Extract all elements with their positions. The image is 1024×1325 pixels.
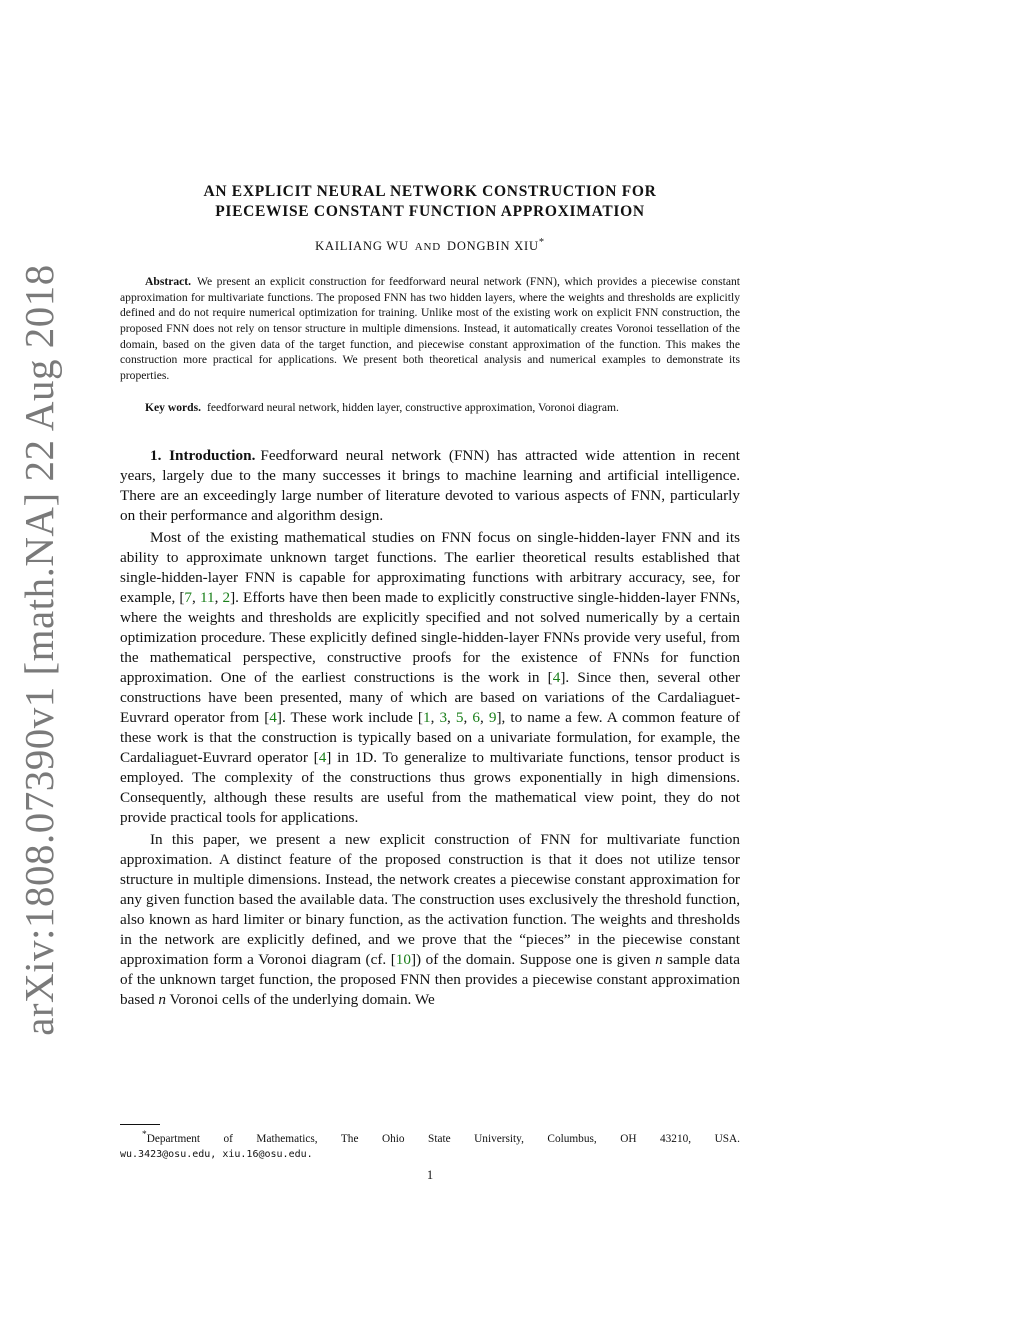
paragraph-text: ] in 1D. To generalize to multivariate functions, tensor product is employed. The complexity of the constructions thus grows exponentially in high dimensions. Consequently, although these results are useful from the mathematical view point, they do not provide practical tools for applications. [120, 748, 740, 826]
title-line-2: PIECEWISE CONSTANT FUNCTION APPROXIMATION [215, 203, 645, 220]
author-name: KAILIANG WU [315, 239, 409, 254]
footnote-marker: * [142, 1130, 147, 1140]
citation-link[interactable]: 4 [318, 748, 327, 766]
citation-link[interactable]: 2 [222, 588, 231, 606]
citation-link[interactable]: 3 [439, 708, 448, 726]
math-variable: n [158, 990, 166, 1008]
intro-paragraph-3 [120, 830, 740, 1010]
footnote-affiliation [120, 1128, 740, 1147]
citation-link[interactable]: 10 [395, 950, 411, 968]
intro-paragraph-2: Most of the existing mathematical studies on FNN focus on single-hidden-layer FNN and its ability to approximate unknown target functions. The earlier theoretical results established that single-hidden-layer FNN is capable for approximating functions with arbitrary accuracy, see, for example, [7, 11, 2]. Efforts have then been made to explicitly constructive single-hidden-layer FNNs, where the weights and thresholds are explicitly specified and not solved numerically by a certain optimization procedure. These explicitly defined single-hidden-layer FNNs provide very useful, from the mathematical perspective, constructive proofs for the existence of FNNs for function approximation. One of the earliest constructions is the work in [4]. Since then, several other constructions have been presented, many of which are based on variations of the Cardaliaguet-Euvrard operator from [4]. These work include [1, 3, 5, 6, 9], to name a few. A common feature of these work is that the construction is typically based on a univariate formulation, for example, the Cardaliaguet-Euvrard operator [4] in 1D. To generalize to multivariate functions, tensor product is employed. The complexity of the constructions thus grows exponentially in high dimensions. Consequently, although these results are useful from the mathematical view point, they do not provide practical tools for applications. [120, 528, 741, 826]
math-variable: n [655, 950, 663, 968]
paragraph-text: Feedforward neural network (FNN) has attracted wide attention in recent years, largely due to the many successes it brings to machine learning and artificial intelligence. There are an exceedingly large number of literature devoted to various aspects of FNN, particularly on their performance and algorithm design. [120, 446, 740, 524]
citation-link[interactable]: 11 [199, 588, 215, 606]
paragraph-text: ]. These work include [ [276, 708, 423, 726]
citation-link[interactable]: 7 [184, 588, 193, 606]
footnote-text: Department of Mathematics, The Ohio State University, Columbus, OH 43210, USA. [146, 1132, 740, 1145]
paragraph-text: Most of the existing mathematical studies on FNN focus on single-hidden-layer FNN and its ability to approximate unknown target functions. The earlier theoretical results established that single-hidden-layer FNN is capable for approximating functions with arbitrary accuracy, see, for example, [ [120, 528, 740, 606]
abstract [120, 274, 740, 383]
keywords-label: Key words. [145, 401, 202, 415]
arxiv-identifier-text: arXiv:1808.07390v1 [math.NA] 22 Aug 2018 [16, 264, 62, 1036]
paragraph-text: ]. Efforts have then been made to explicitly constructive single-hidden-layer FNNs, where the weights and thresholds are explicitly specified and not solved numerically by a certain optimization procedure. These explicitly defined single-hidden-layer FNNs provide very useful, from the mathematical perspective, constructive proofs for the existence of FNNs for function approximation. One of the earliest constructions is the work in [ [120, 588, 740, 686]
paragraph-text: ], to name a few. A common feature of these work is that the construction is typically based on a univariate formulation, for example, the Cardaliaguet-Euvrard operator [ [120, 708, 741, 766]
footnote [120, 1128, 740, 1162]
arxiv-identifier-stamp [6, 264, 72, 1036]
citation-link[interactable]: 9 [488, 708, 497, 726]
page-number: 1 [426, 1168, 434, 1182]
paragraph-text: sample data of the unknown target function, the proposed FNN then provides a piecewise constant approximation based [120, 950, 740, 1008]
footnote-marker: * [538, 237, 545, 248]
citation-link[interactable]: 5 [455, 708, 464, 726]
footnote-divider [120, 1124, 160, 1125]
paragraph-text: Voronoi cells of the underlying domain. We [165, 990, 435, 1008]
section-heading: 1. Introduction. [150, 446, 256, 464]
paragraph-text: ]) of the domain. Suppose one is given [410, 950, 656, 968]
page-content [120, 182, 740, 1010]
citation-link[interactable]: 1 [422, 708, 431, 726]
footnote-emails[interactable]: wu.3423@osu.edu, xiu.16@osu.edu. [120, 1148, 313, 1160]
abstract-text: We present an explicit construction for feedforward neural network (FNN), which provides a piecewise constant approximation for multivariate functions. The proposed FNN has two hidden layers, where the weights and thresholds are explicitly defined and do not require numerical optimization for training. Unlike most of the existing work on explicit FNN construction, the proposed FNN does not rely on tensor structure in multiple dimensions. Instead, it automatically creates Voronoi tessellation of the domain, based on the given data of the target function, and piecewise constant approximation of the function. This makes the construction more practical for applications. We present both theoretical analysis and numerical examples to demonstrate its properties. [120, 275, 740, 382]
keywords-text: feedforward neural network, hidden layer, constructive approximation, Voronoi diagram. [207, 401, 619, 415]
title-line-1: AN EXPLICIT NEURAL NETWORK CONSTRUCTION FOR [203, 183, 657, 200]
introduction-section [120, 446, 740, 1010]
intro-paragraph-1 [120, 446, 740, 526]
keywords [120, 400, 740, 416]
author-list [120, 237, 740, 254]
author-name: DONGBIN XIU [447, 239, 539, 254]
citation-link[interactable]: 6 [472, 708, 480, 726]
author-conjunction: AND [414, 241, 442, 254]
paper-title [120, 182, 740, 222]
paragraph-text: In this paper, we present a new explicit construction of FNN for multivariate function approximation. A distinct feature of the proposed construction is that it does not utilize tensor structure in multiple dimensions. Instead, the network creates a piecewise constant approximation for any given function based the available data. The construction uses exclusively the threshold function, also known as hard limiter or binary function, as the activation function. The weights and thresholds in the network are explicitly defined, and we prove that the “pieces” in the piecewise constant approximation form a Voronoi diagram (cf. [ [120, 830, 740, 968]
citation-link[interactable]: 4 [552, 668, 561, 686]
abstract-label: Abstract. [145, 275, 192, 289]
citation-link[interactable]: 4 [269, 708, 277, 726]
paragraph-text: ]. Since then, several other constructions have been presented, many of which are based on variations of the Cardaliaguet-Euvrard operator from [ [120, 668, 740, 726]
